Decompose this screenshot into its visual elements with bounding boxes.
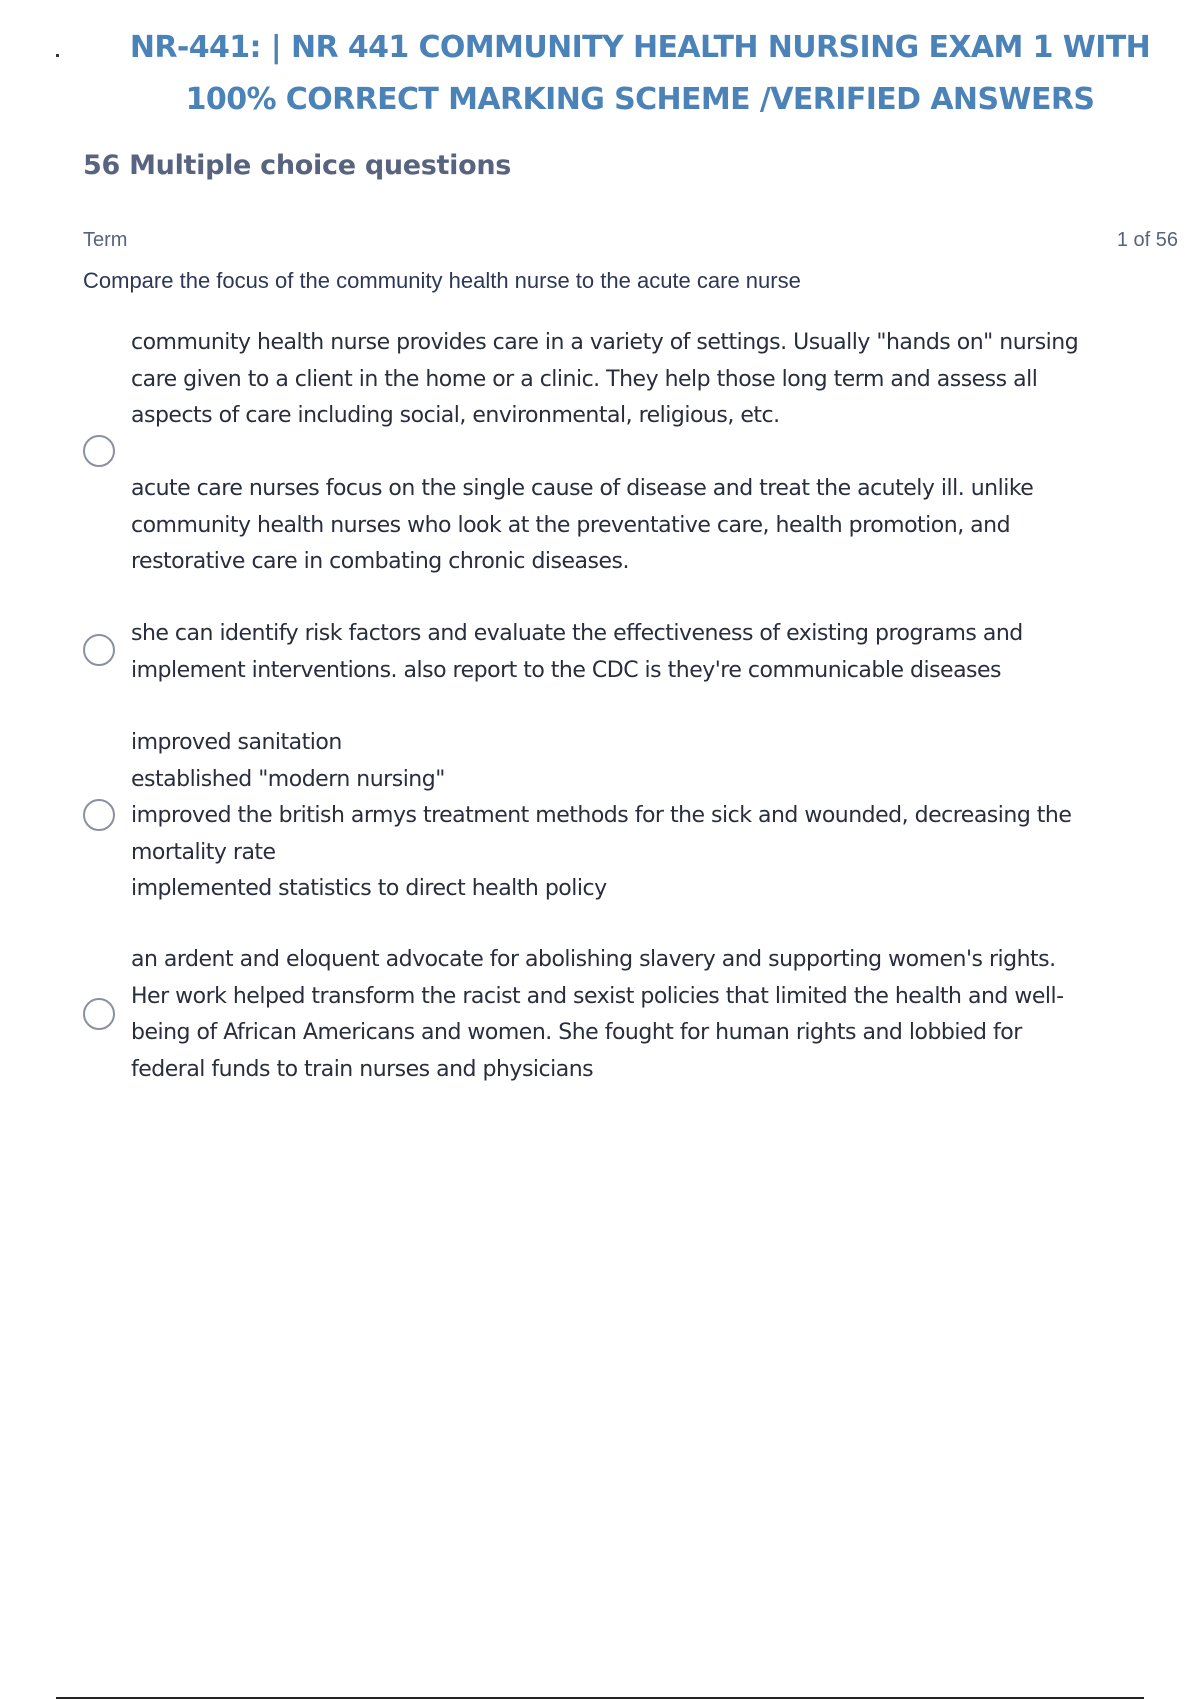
radio-button-option-1[interactable] — [83, 435, 115, 467]
option-4-line: federal funds to train nurses and physicians — [131, 1056, 594, 1082]
option-1-line: acute care nurses focus on the single cause of disease and treat the acutely ill. unlike — [131, 476, 1034, 501]
option-3-line: improved sanitation — [131, 730, 342, 755]
option-3-line: established "modern nursing" — [131, 766, 445, 792]
radio-button-option-2[interactable] — [83, 634, 115, 666]
option-1-line: community health nurse provides care in a variety of settings. Usually "hands on" nursing — [131, 330, 1079, 355]
option-3-line: implemented statistics to direct health policy — [131, 876, 607, 901]
option-1-text — [131, 325, 1151, 581]
stray-mark — [56, 54, 59, 57]
option-1-line: restorative care in combating chronic diseases. — [131, 549, 629, 574]
option-4-text — [131, 942, 1151, 1088]
radio-button-option-4[interactable] — [83, 998, 115, 1030]
option-2-line: implement interventions. also report to the CDC is they're communicable diseases — [131, 657, 1002, 683]
document-title — [90, 22, 1190, 126]
section-heading: 56 Multiple choice questions — [83, 150, 512, 181]
bottom-divider — [56, 1697, 1144, 1699]
document-title-line-1: NR-441: | NR 441 COMMUNITY HEALTH NURSING EXAM 1 WITH — [129, 30, 1151, 65]
option-2-line: she can identify risk factors and evaluate the effectiveness of existing programs and — [131, 621, 1023, 646]
option-4-line: an ardent and eloquent advocate for abolishing slavery and supporting women's rights. — [131, 947, 1056, 972]
option-1-line: aspects of care including social, environmental, religious, etc. — [131, 403, 780, 428]
option-3-text — [131, 725, 1151, 908]
option-3-line: mortality rate — [131, 839, 276, 865]
document-title-line-2: 100% CORRECT MARKING SCHEME /VERIFIED ANSWERS — [185, 82, 1095, 117]
term-text: Compare the focus of the community health nurse to the acute care nurse — [83, 268, 801, 293]
option-1-line: care given to a client in the home or a clinic. They help those long term and assess all — [131, 366, 1038, 392]
option-4-line: being of African Americans and women. She fought for human rights and lobbied for — [131, 1020, 1022, 1045]
question-counter: 1 of 56 — [1116, 229, 1178, 251]
option-2-text — [131, 616, 1151, 689]
radio-button-option-3[interactable] — [83, 799, 115, 831]
option-1-blank-line — [131, 435, 1151, 472]
option-3-line: improved the british armys treatment methods for the sick and wounded, decreasing the — [131, 803, 1072, 828]
option-1-line: community health nurses who look at the preventative care, health promotion, and — [131, 512, 1011, 538]
option-4-line: Her work helped transform the racist and sexist policies that limited the health and well- — [131, 983, 1064, 1009]
term-label: Term — [83, 229, 128, 251]
